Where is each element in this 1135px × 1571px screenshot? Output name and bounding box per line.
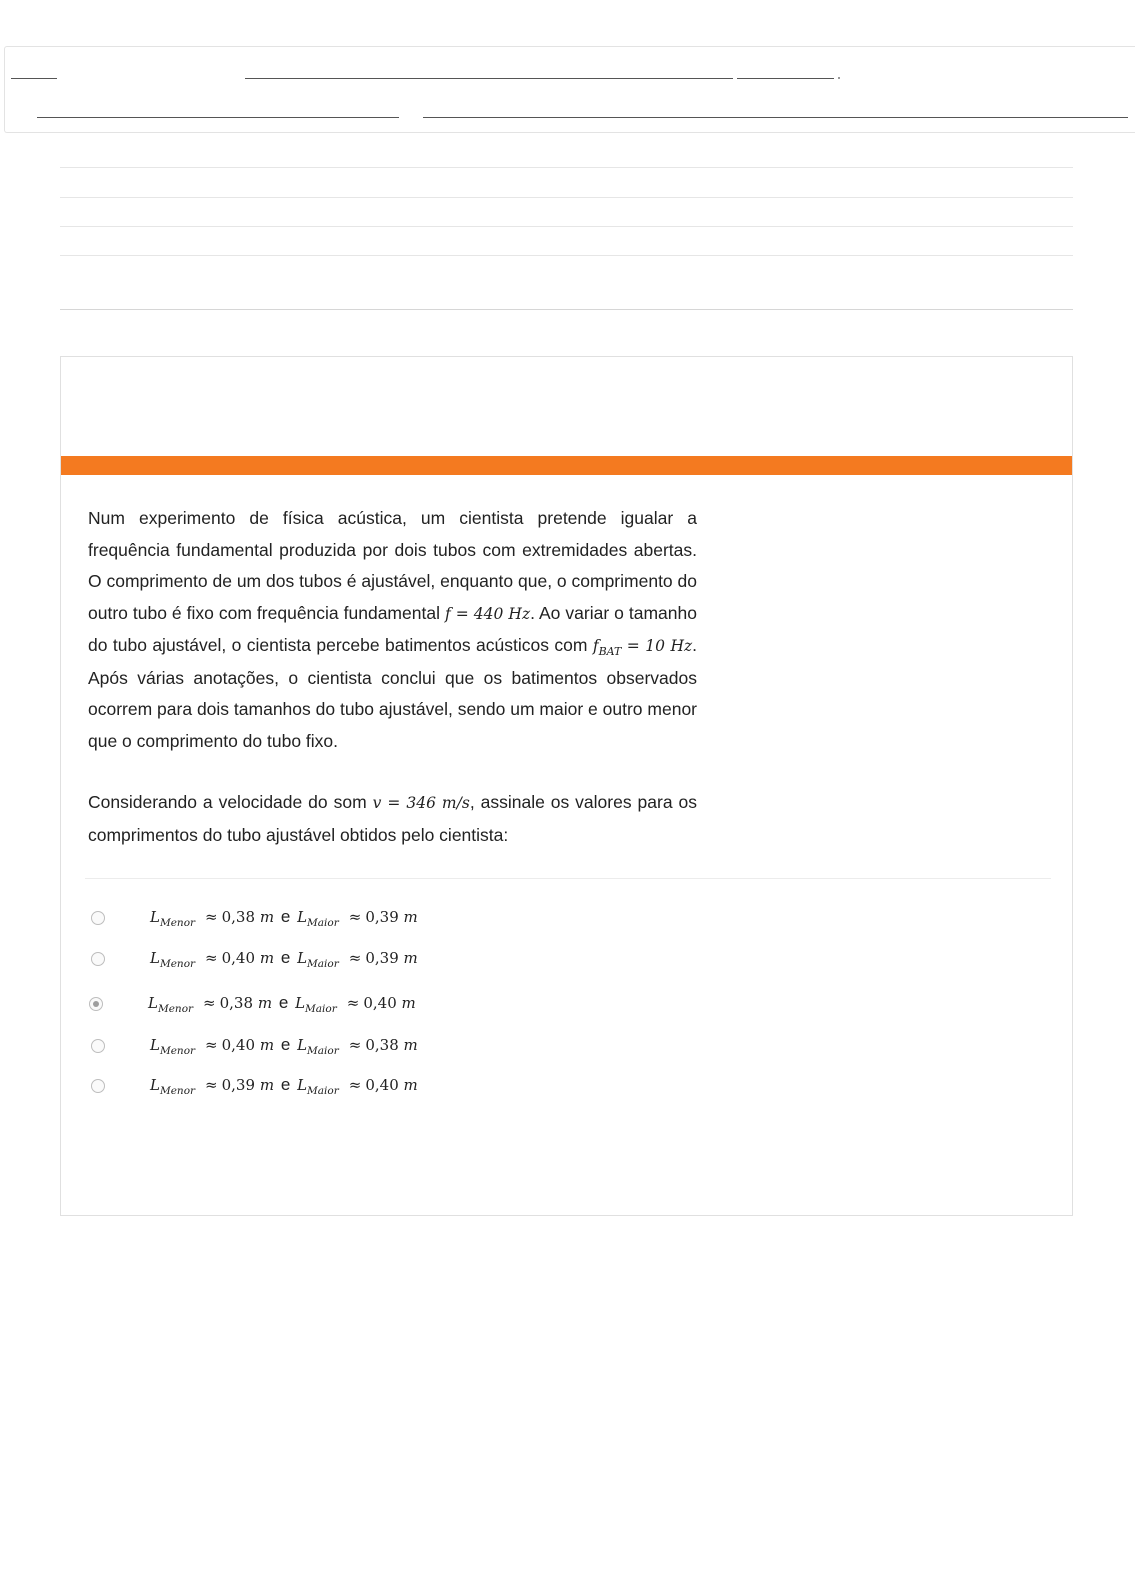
answer-option-a[interactable]	[91, 903, 418, 933]
radio-button-selected[interactable]	[89, 997, 103, 1011]
radio-button[interactable]	[91, 1079, 105, 1093]
info-row-divider	[60, 197, 1073, 198]
question-card	[60, 356, 1073, 1216]
math-beat-frequency: $f_{BAT} = 10$ Hz	[592, 637, 693, 659]
radio-button[interactable]	[91, 911, 105, 925]
header-box	[4, 46, 1135, 133]
blank-field	[37, 117, 399, 118]
answer-option-text: $L_{Menor} \approx 0,38$ m e $L_{Maior} \approx 0,40$ m	[148, 993, 416, 1015]
blank-field	[245, 78, 733, 79]
math-fundamental-frequency: f = 440 Hz	[444, 604, 531, 623]
stem-paragraph-2: Considerando a velocidade do som v = 346 m/s, assinale os valores para os comprimentos do tubo ajustável obtidos pelo cientista:	[88, 792, 697, 845]
info-row-divider	[60, 309, 1073, 310]
answer-option-e[interactable]	[91, 1071, 418, 1101]
radio-button[interactable]	[91, 952, 105, 966]
stem-paragraph-1: Num experimento de física acústica, um cientista pretende igualar a frequência fundamental produzida por dois tubos com extremidades abertas. O comprimento de um dos tubos é ajustável, enquanto que, o comprimento do outro tubo é fixo com frequência fundamental f = 440 Hz. Ao variar o tamanho do tubo ajustável, o cientista percebe batimentos acústicos com $f_{BAT} = 10$ Hz. Após várias anotações, o cientista conclui que os batimentos observados ocorrem para dois tamanhos do tubo ajustável, sendo um maior e outro menor que o comprimento do tubo fixo.	[88, 508, 697, 751]
answer-option-text: $L_{Menor} \approx 0,40$ m e $L_{Maior} \approx 0,39$ m	[150, 948, 418, 970]
question-accent-bar	[61, 456, 1072, 475]
question-stem	[88, 503, 697, 851]
info-row-divider	[60, 255, 1073, 256]
answer-option-c[interactable]	[89, 989, 416, 1019]
answer-option-b[interactable]	[91, 944, 418, 974]
blank-field	[11, 78, 57, 79]
answer-option-text: $L_{Menor} \approx 0,39$ m e $L_{Maior} \approx 0,40$ m	[150, 1075, 418, 1097]
blank-field	[423, 117, 1128, 118]
radio-button[interactable]	[91, 1039, 105, 1053]
info-row-divider	[60, 167, 1073, 168]
info-row-divider	[60, 226, 1073, 227]
math-sound-speed: v = 346 m/s	[372, 794, 470, 812]
answer-option-text: $L_{Menor} \approx 0,40$ m e $L_{Maior} \approx 0,38$ m	[150, 1035, 418, 1057]
answer-option-d[interactable]	[91, 1031, 418, 1061]
answer-option-text: $L_{Menor} \approx 0,38$ m e $L_{Maior} \approx 0,39$ m	[150, 907, 418, 929]
period-mark	[838, 77, 840, 79]
options-divider	[85, 878, 1051, 879]
blank-field	[737, 78, 834, 79]
